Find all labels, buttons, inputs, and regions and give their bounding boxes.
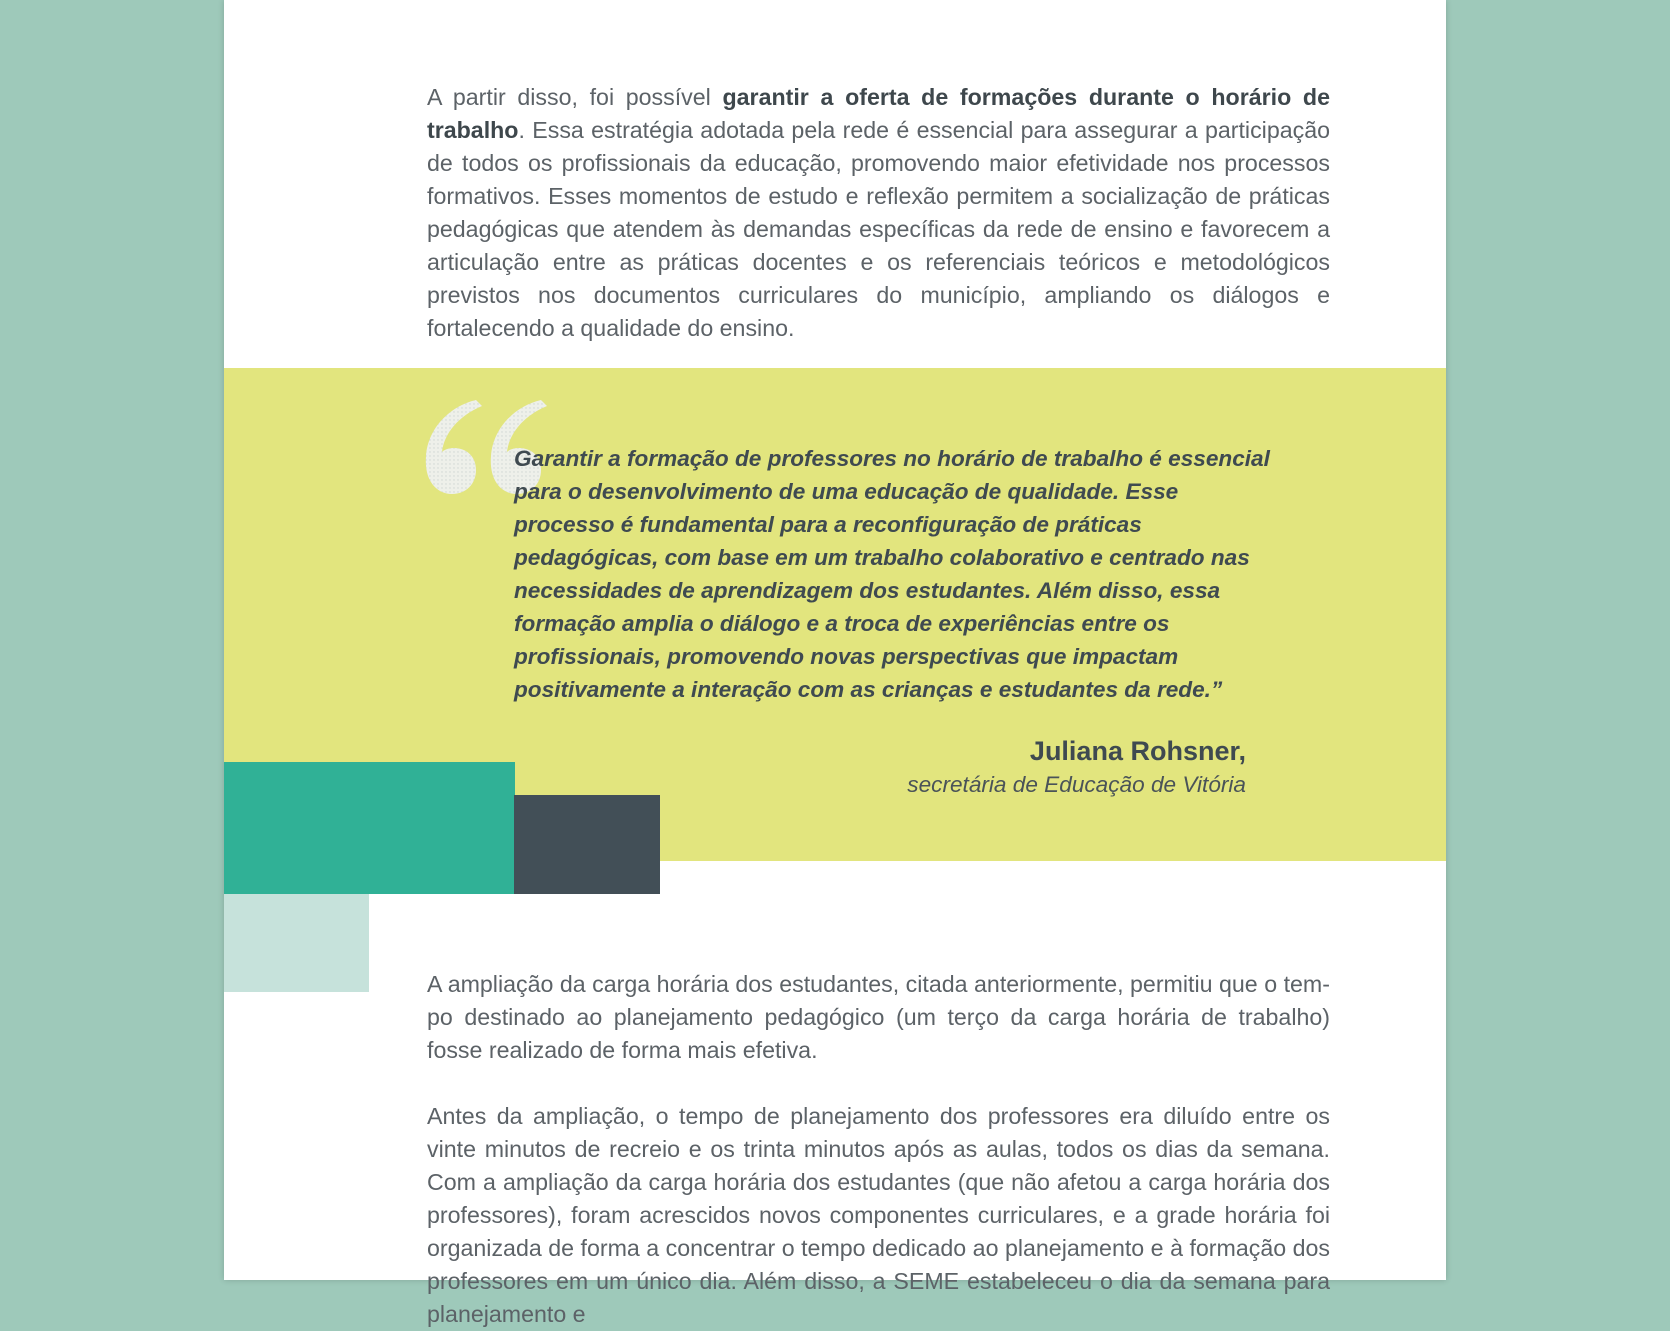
document-page — [224, 0, 1446, 1327]
paragraph-intro: A partir disso, foi possível — [427, 84, 723, 110]
paragraph-highlight: garantir a oferta de formações durante o horário de trabalho — [427, 84, 1330, 143]
quote-attribution — [646, 733, 1246, 801]
author-role: secretária de Educação de Vitória — [907, 772, 1246, 797]
decorative-pale-block — [224, 894, 369, 992]
decorative-dark-block — [514, 795, 660, 894]
paragraph-planning-time: A ampliação da carga horária dos estudantes, citada anteriormente, permitiu que o tempo destinado ao planejamento pedagógico (um terço da carga horária de trabalho) fosse realizado de forma mais efetiva. — [427, 971, 1330, 1063]
paragraph-formation-schedule — [427, 81, 1330, 345]
paragraph-before-expansion: Antes da ampliação, o tempo de planejamento dos professores era diluído entre os vinte minutos de recreio e os trinta minutos após as aulas, todos os dias da semana. Com a ampliação da carga horária dos estudantes (que não afetou a carga horária dos professores), foram acrescidos novos componentes curriculares, e a grade horária foi organizada de forma a concentrar o tempo dedicado ao planejamento e à formação dos professores em um único dia. Além disso, a SEME estabeleceu o dia da semana para planejamento e — [427, 1103, 1330, 1327]
author-name: Juliana Rohsner, — [1029, 736, 1246, 766]
quote-text: Garantir a formação de professores no horário de trabalho é essencial para o desenvolvimento de uma educação de qualidade. Esse processo é fundamental para a reconfiguração de práticas pedagógicas, com base em um trabalho colaborativo e centrado nas necessidades de aprendizagem dos estudantes. Além disso, essa formação amplia o diálogo e a troca de experiências entre os profissionais, promovendo novas perspectivas que impactam positivamente a interação com as crianças e estudantes da rede.” — [514, 446, 1270, 702]
paragraph-rest: . Essa estratégia adotada pela rede é essencial para assegurar a participação de todos os profissionais da educação, promovendo maior efetividade nos processos formativos. Esses momentos de estudo e reflexão permitem a socialização de práticas pedagógicas que atendem às demandas específicas da rede de ensino e favorecem a articulação entre as práticas docentes e os referenciais teóricos e metodológicos previstos nos documentos curriculares do município, ampliando os diálogos e fortalecendo a qualidade do ensino. — [427, 117, 1330, 341]
decorative-teal-block — [224, 762, 515, 894]
